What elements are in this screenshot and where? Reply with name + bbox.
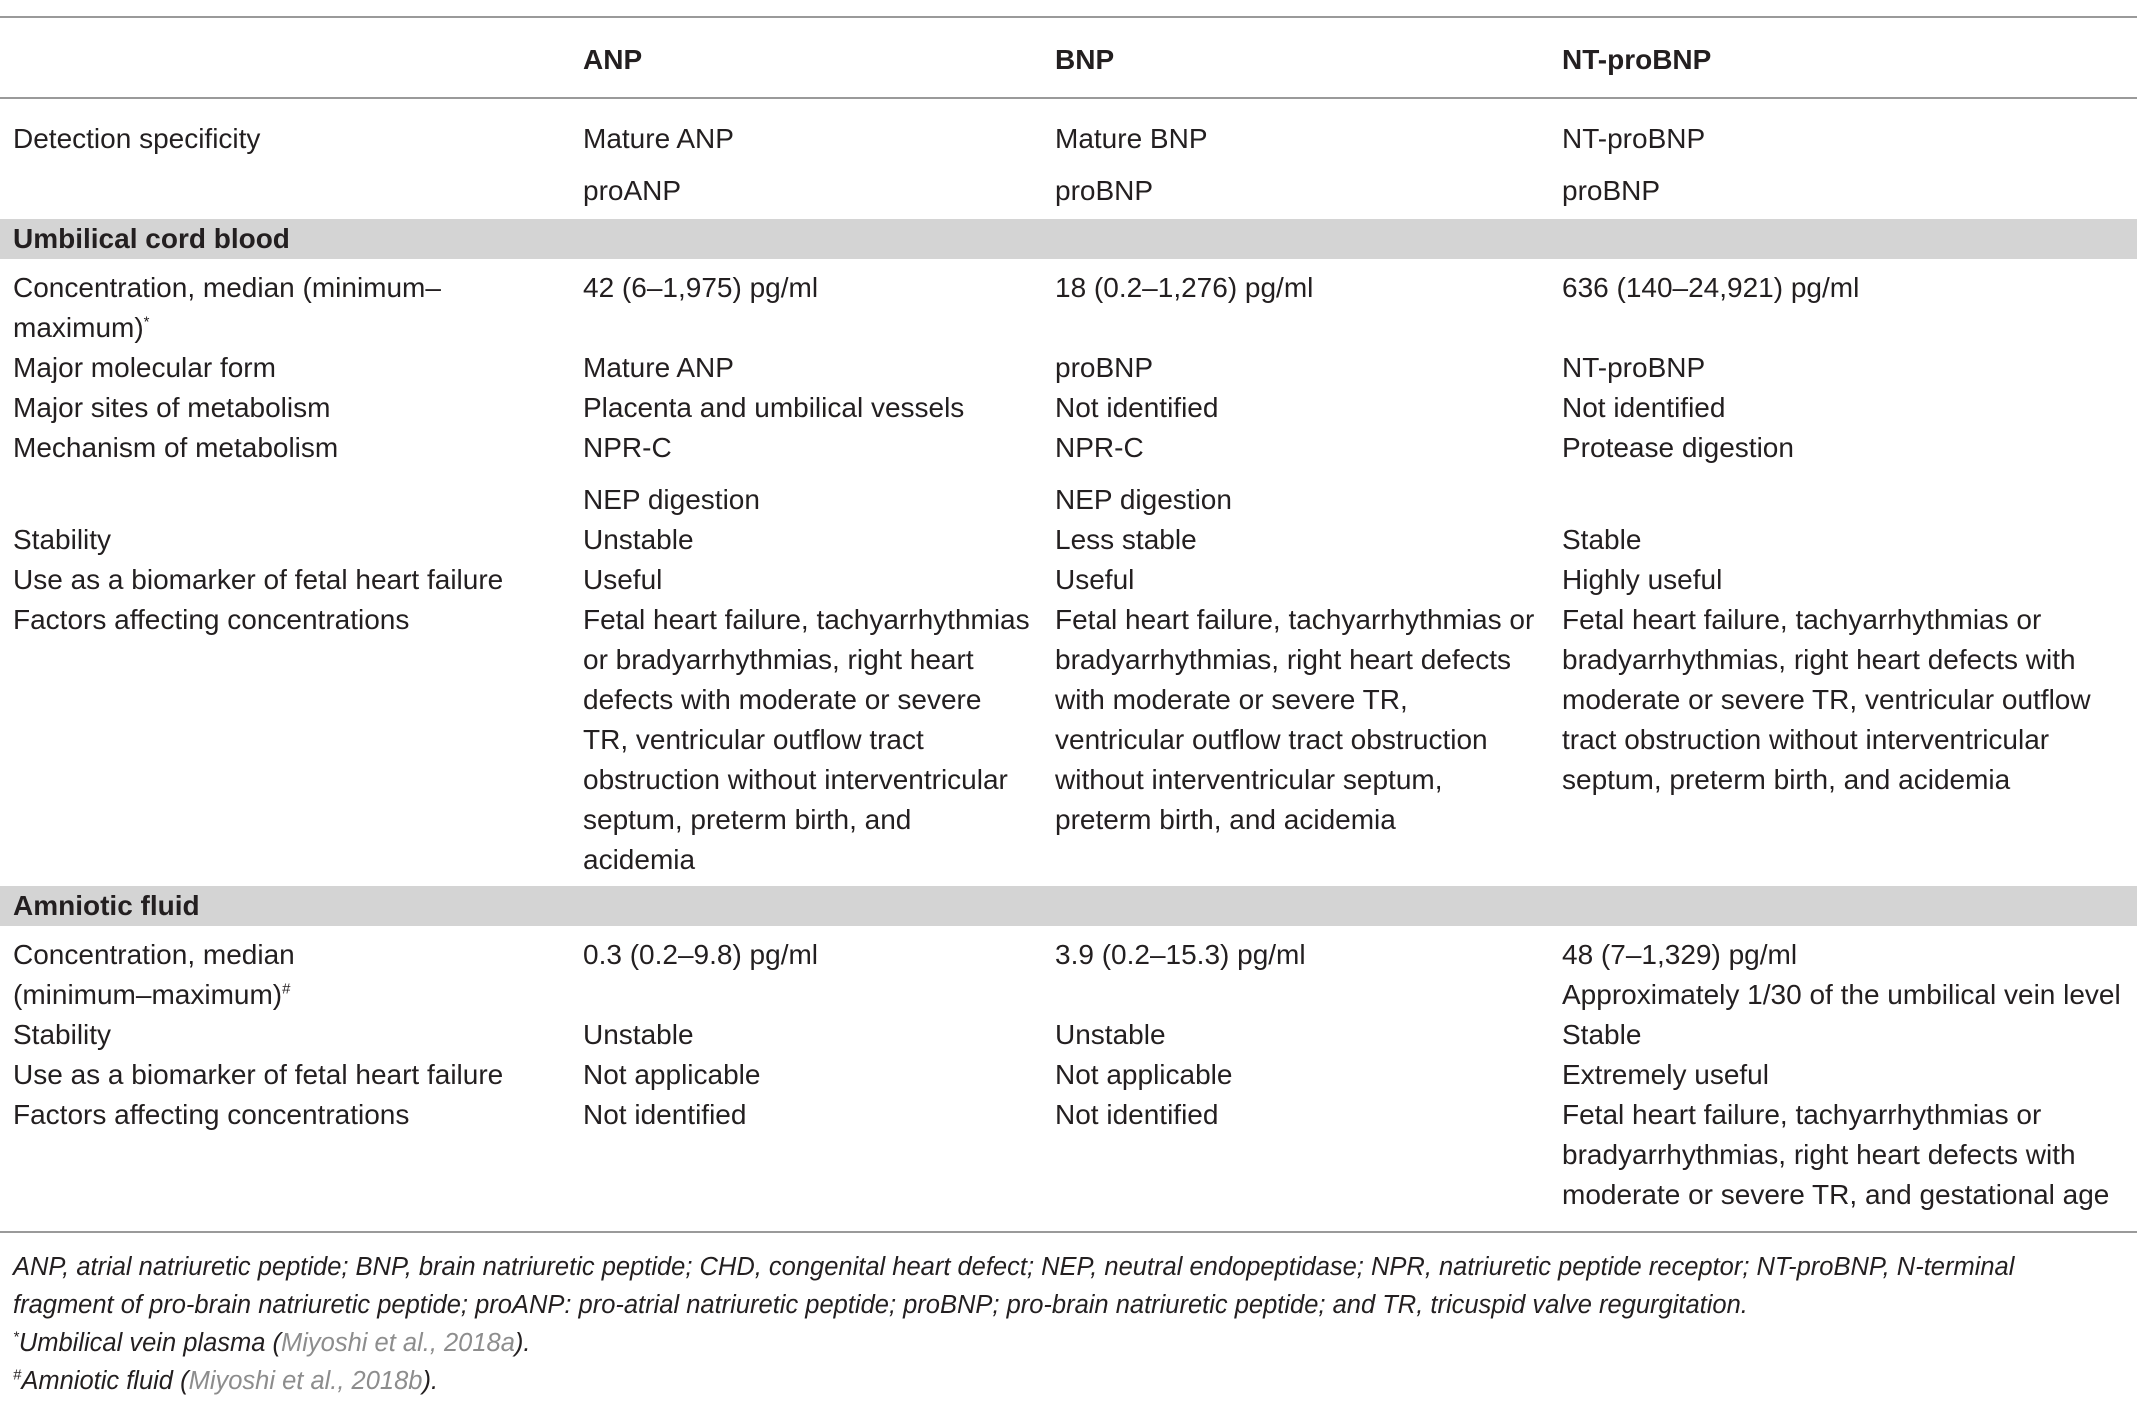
amniotic-footnote-mark: # — [282, 980, 291, 998]
cell-amniotic-biomarker-bnp: Not applicable — [1055, 1059, 1233, 1090]
footnote-umbilical — [13, 1324, 530, 1362]
cell-amniotic-concentration-ntprobnp-2: Approximately 1/30 of the umbilical vein level — [1562, 979, 2121, 1010]
cell-cord-biomarker-anp: Useful — [583, 564, 663, 595]
cell-cord-form-ntprobnp: NT-proBNP — [1562, 352, 1706, 383]
cell-amniotic-stability-bnp: Unstable — [1055, 1019, 1166, 1050]
cell-cord-factors-bnp-1: Fetal heart failure, tachyarrhythmias or — [1055, 604, 1535, 635]
cell-cord-factors-ntprobnp-1: Fetal heart failure, tachyarrhythmias or — [1562, 604, 2042, 635]
cell-detection-bnp-1: Mature BNP — [1055, 123, 1208, 154]
cell-cord-factors-anp-5: obstruction without interventricular — [583, 764, 1008, 795]
cell-cord-factors-ntprobnp-4: tract obstruction without interventricular — [1562, 724, 2050, 755]
section-band-cord — [0, 219, 2137, 259]
footnote-amniotic-mark: # — [13, 1366, 22, 1384]
cell-detection-bnp-2: proBNP — [1055, 175, 1154, 206]
cell-cord-mechanism-bnp-1: NPR-C — [1055, 432, 1144, 463]
amniotic-concentration-label-text: (minimum–maximum) — [13, 979, 283, 1010]
cell-cord-mechanism-bnp-2: NEP digestion — [1055, 484, 1232, 515]
cell-amniotic-biomarker-anp: Not applicable — [583, 1059, 761, 1090]
footnote-umbilical-text: Umbilical vein plasma ( — [18, 1329, 282, 1357]
cell-cord-sites-bnp: Not identified — [1055, 392, 1219, 423]
section-band-amniotic — [0, 886, 2137, 926]
cell-amniotic-concentration-anp: 0.3 (0.2–9.8) pg/ml — [583, 939, 819, 970]
row-label-amniotic-concentration-1: Concentration, median — [13, 939, 295, 970]
cell-cord-factors-bnp-6: preterm birth, and acidemia — [1055, 804, 1396, 835]
cell-cord-concentration-bnp: 18 (0.2–1,276) pg/ml — [1055, 272, 1314, 303]
row-label-cord-biomarker: Use as a biomarker of fetal heart failure — [13, 564, 504, 595]
row-label-cord-factors: Factors affecting concentrations — [13, 604, 410, 635]
cell-cord-factors-bnp-3: with moderate or severe TR, — [1055, 684, 1408, 715]
cell-amniotic-biomarker-ntprobnp: Extremely useful — [1562, 1059, 1769, 1090]
cell-cord-factors-anp-6: septum, preterm birth, and — [583, 804, 912, 835]
row-label-cord-sites: Major sites of metabolism — [13, 392, 331, 423]
row-label-amniotic-factors: Factors affecting concentrations — [13, 1099, 410, 1130]
cell-cord-mechanism-ntprobnp: Protease digestion — [1562, 432, 1794, 463]
cell-cord-factors-anp-7: acidemia — [583, 844, 696, 875]
footnote-amniotic-text: Amniotic fluid ( — [21, 1367, 189, 1395]
cell-amniotic-concentration-bnp: 3.9 (0.2–15.3) pg/ml — [1055, 939, 1306, 970]
cell-amniotic-factors-anp: Not identified — [583, 1099, 747, 1130]
row-label-cord-stability: Stability — [13, 524, 112, 555]
cell-cord-factors-bnp-4: ventricular outflow tract obstruction — [1055, 724, 1488, 755]
cell-amniotic-stability-anp: Unstable — [583, 1019, 694, 1050]
cell-cord-mechanism-anp-2: NEP digestion — [583, 484, 760, 515]
header-bnp: BNP — [1055, 44, 1115, 75]
cell-cord-factors-anp-1: Fetal heart failure, tachyarrhythmias — [583, 604, 1030, 635]
header-anp: ANP — [583, 44, 643, 75]
footnote-amniotic-end: ). — [422, 1367, 439, 1395]
cell-cord-concentration-anp: 42 (6–1,975) pg/ml — [583, 272, 819, 303]
row-label-amniotic-stability: Stability — [13, 1019, 112, 1050]
cell-cord-biomarker-bnp: Useful — [1055, 564, 1135, 595]
cell-cord-sites-anp: Placenta and umbilical vessels — [583, 392, 965, 423]
cell-cord-factors-anp-3: defects with moderate or severe — [583, 684, 982, 715]
cell-cord-form-bnp: proBNP — [1055, 352, 1154, 383]
cell-cord-factors-ntprobnp-2: bradyarrhythmias, right heart defects with — [1562, 644, 2076, 675]
cell-cord-stability-bnp: Less stable — [1055, 524, 1197, 555]
cell-amniotic-stability-ntprobnp: Stable — [1562, 1019, 1642, 1050]
cell-amniotic-factors-ntprobnp-1: Fetal heart failure, tachyarrhythmias or — [1562, 1099, 2042, 1130]
cell-detection-anp-2: proANP — [583, 175, 682, 206]
row-label-detection: Detection specificity — [13, 123, 261, 154]
cell-cord-form-anp: Mature ANP — [583, 352, 734, 383]
header-ntprobnp: NT-proBNP — [1562, 44, 1712, 75]
cell-cord-biomarker-ntprobnp: Highly useful — [1562, 564, 1723, 595]
cell-cord-factors-anp-2: or bradyarrhythmias, right heart — [583, 644, 974, 675]
row-label-amniotic-concentration-2 — [13, 975, 290, 1015]
cell-cord-mechanism-anp-1: NPR-C — [583, 432, 672, 463]
cell-amniotic-factors-ntprobnp-2: bradyarrhythmias, right heart defects with — [1562, 1139, 2076, 1170]
row-label-cord-form: Major molecular form — [13, 352, 276, 383]
cell-amniotic-concentration-ntprobnp-1: 48 (7–1,329) pg/ml — [1562, 939, 1798, 970]
cell-cord-stability-anp: Unstable — [583, 524, 694, 555]
cell-detection-ntprobnp-2: proBNP — [1562, 175, 1661, 206]
row-label-amniotic-biomarker: Use as a biomarker of fetal heart failure — [13, 1059, 504, 1090]
cell-detection-ntprobnp-1: NT-proBNP — [1562, 123, 1706, 154]
cell-cord-factors-ntprobnp-3: moderate or severe TR, ventricular outflow — [1562, 684, 2091, 715]
cell-detection-anp-1: Mature ANP — [583, 123, 734, 154]
cell-cord-factors-bnp-5: without interventricular septum, — [1055, 764, 1443, 795]
row-label-cord-mechanism: Mechanism of metabolism — [13, 432, 339, 463]
section-title-cord: Umbilical cord blood — [13, 223, 290, 254]
header-rule — [0, 97, 2137, 99]
cell-cord-stability-ntprobnp: Stable — [1562, 524, 1642, 555]
row-label-cord-concentration-2 — [13, 308, 150, 348]
footnote-abbreviations-1: ANP, atrial natriuretic peptide; BNP, brain natriuretic peptide; CHD, congenital heart defect; NEP, neutral endopeptidase; NPR, natriuretic peptide receptor; NT-proBNP, N-terminal — [13, 1253, 2015, 1281]
footnote-abbreviations-2: fragment of pro-brain natriuretic peptide; proANP: pro-atrial natriuretic peptide; proBNP; pro-brain natriuretic peptide; and TR, tricuspid valve regurgitation. — [13, 1291, 1748, 1319]
footnote-amniotic — [13, 1362, 438, 1400]
citation-link-2018b[interactable]: Miyoshi et al., 2018b — [188, 1367, 423, 1395]
footnote-umbilical-end: ). — [514, 1329, 531, 1357]
cell-cord-factors-anp-4: TR, ventricular outflow tract — [583, 724, 924, 755]
cord-footnote-mark: * — [143, 313, 150, 331]
cell-amniotic-factors-bnp: Not identified — [1055, 1099, 1219, 1130]
cell-amniotic-factors-ntprobnp-3: moderate or severe TR, and gestational age — [1562, 1179, 2110, 1210]
cell-cord-factors-bnp-2: bradyarrhythmias, right heart defects — [1055, 644, 1511, 675]
citation-link-2018a[interactable]: Miyoshi et al., 2018a — [281, 1329, 515, 1357]
cell-cord-concentration-ntprobnp: 636 (140–24,921) pg/ml — [1562, 272, 1860, 303]
cell-cord-sites-ntprobnp: Not identified — [1562, 392, 1726, 423]
section-title-amniotic: Amniotic fluid — [13, 890, 200, 921]
cell-cord-factors-ntprobnp-5: septum, preterm birth, and acidemia — [1562, 764, 2011, 795]
bottom-rule — [0, 1231, 2137, 1233]
top-rule — [0, 16, 2137, 18]
footnote-umbilical-mark: * — [13, 1328, 19, 1346]
row-label-cord-concentration-1: Concentration, median (minimum– — [13, 272, 441, 303]
cord-concentration-label-text: maximum) — [13, 312, 144, 343]
